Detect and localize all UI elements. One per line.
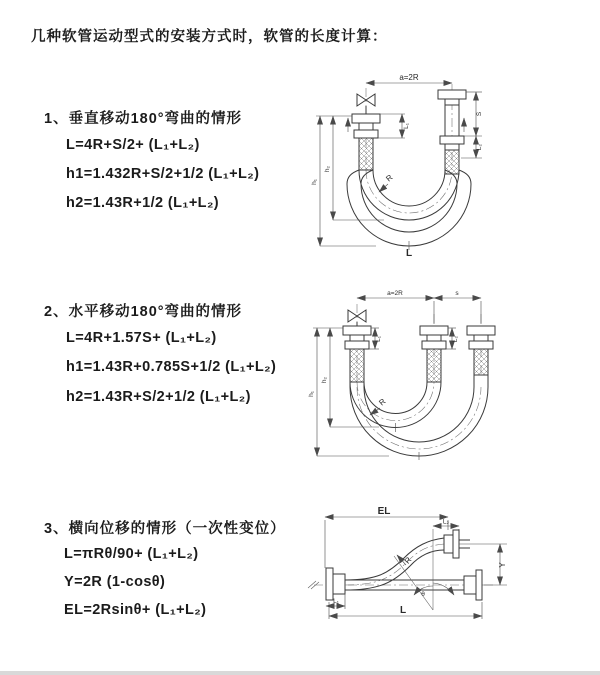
dimension-a2r [357, 290, 434, 298]
dimension-length [329, 602, 482, 619]
dim-label-h1: h₁ [308, 391, 315, 397]
formula-line: L=πRθ/90+ (L₁+L₂) [64, 546, 199, 562]
dim-label-a2r: a=2R [387, 290, 403, 297]
dim-label-length: L [399, 605, 407, 616]
dimension-el [325, 506, 448, 568]
right-flange-fitting [467, 326, 495, 375]
dimension-length [406, 241, 412, 258]
formula-line: L=4R+1.57S+ (L₁+L₂) [66, 330, 217, 346]
diagram-horizontal-180-bend [304, 284, 594, 464]
braided-hose [474, 349, 488, 375]
left-flange-fitting [326, 568, 345, 600]
braided-hose [350, 349, 364, 382]
hose-u-bend [347, 170, 471, 246]
dim-label-el: EL [377, 506, 391, 517]
dim-label-radius: R [384, 172, 395, 184]
braided-hose [359, 138, 373, 170]
formula-line: EL=2Rsinθ+ (L₁+L₂) [64, 602, 207, 618]
dim-label-h1: h₁ [311, 179, 318, 185]
formula-line: h1=1.432R+S/2+1/2 (L₁+L₂) [66, 166, 260, 182]
dim-label-l2: L₂ [476, 143, 483, 151]
centerlines [366, 84, 452, 213]
diagram-lateral-displacement [296, 498, 600, 660]
section-2-heading: 2、水平移动180°弯曲的情形 [44, 304, 243, 320]
section-3-heading: 3、横向位移的情形（一次性变位） [44, 521, 286, 537]
formula-line: Y=2R (1-cosθ) [64, 574, 166, 590]
dim-label-l2: L₂ [452, 335, 459, 343]
dim-label-l1: L₁ [403, 123, 410, 129]
dim-label-theta: θ [421, 591, 425, 598]
dim-label-s: S [476, 111, 483, 117]
dim-label-radius: R [402, 555, 414, 566]
dimension-s [434, 290, 481, 324]
dim-label-h2: h₂ [324, 165, 331, 173]
dim-label-l2: L₂ [442, 518, 450, 526]
dim-label-radius: R [377, 396, 388, 408]
dimension-l2 [476, 136, 483, 158]
page-bottom-edge [0, 671, 600, 675]
section-1-heading: 1、垂直移动180°弯曲的情形 [44, 111, 243, 127]
dim-label-y: Y [498, 562, 507, 568]
page-title: 几种软管运动型式的安装方式时，软管的长度计算： [31, 29, 388, 45]
dim-label-s: s [455, 290, 459, 297]
diagram-vertical-180-bend [304, 66, 594, 258]
formula-line: L=4R+S/2+ (L₁+L₂) [66, 137, 200, 153]
dim-label-l1: L₁ [333, 598, 339, 605]
middle-flange-fitting [420, 326, 448, 382]
dimension-a2r [366, 73, 452, 83]
formula-line: h1=1.43R+0.785S+1/2 (L₁+L₂) [66, 359, 277, 375]
formula-line: h2=1.43R+S/2+1/2 (L₁+L₂) [66, 389, 251, 405]
formula-line: h2=1.43R+1/2 (L₁+L₂) [66, 195, 220, 211]
dim-label-h2: h₂ [321, 376, 328, 384]
dimension-l1 [378, 114, 410, 138]
braided-hose [427, 349, 441, 382]
dim-label-l1: L₁ [375, 336, 382, 342]
left-flange-fitting [352, 114, 380, 170]
radius-callout [379, 173, 395, 192]
hose-u-bend [350, 375, 488, 456]
dim-label-a2r: a=2R [399, 73, 419, 82]
left-flange-fitting [343, 326, 371, 382]
dim-label-length: L [405, 248, 413, 258]
